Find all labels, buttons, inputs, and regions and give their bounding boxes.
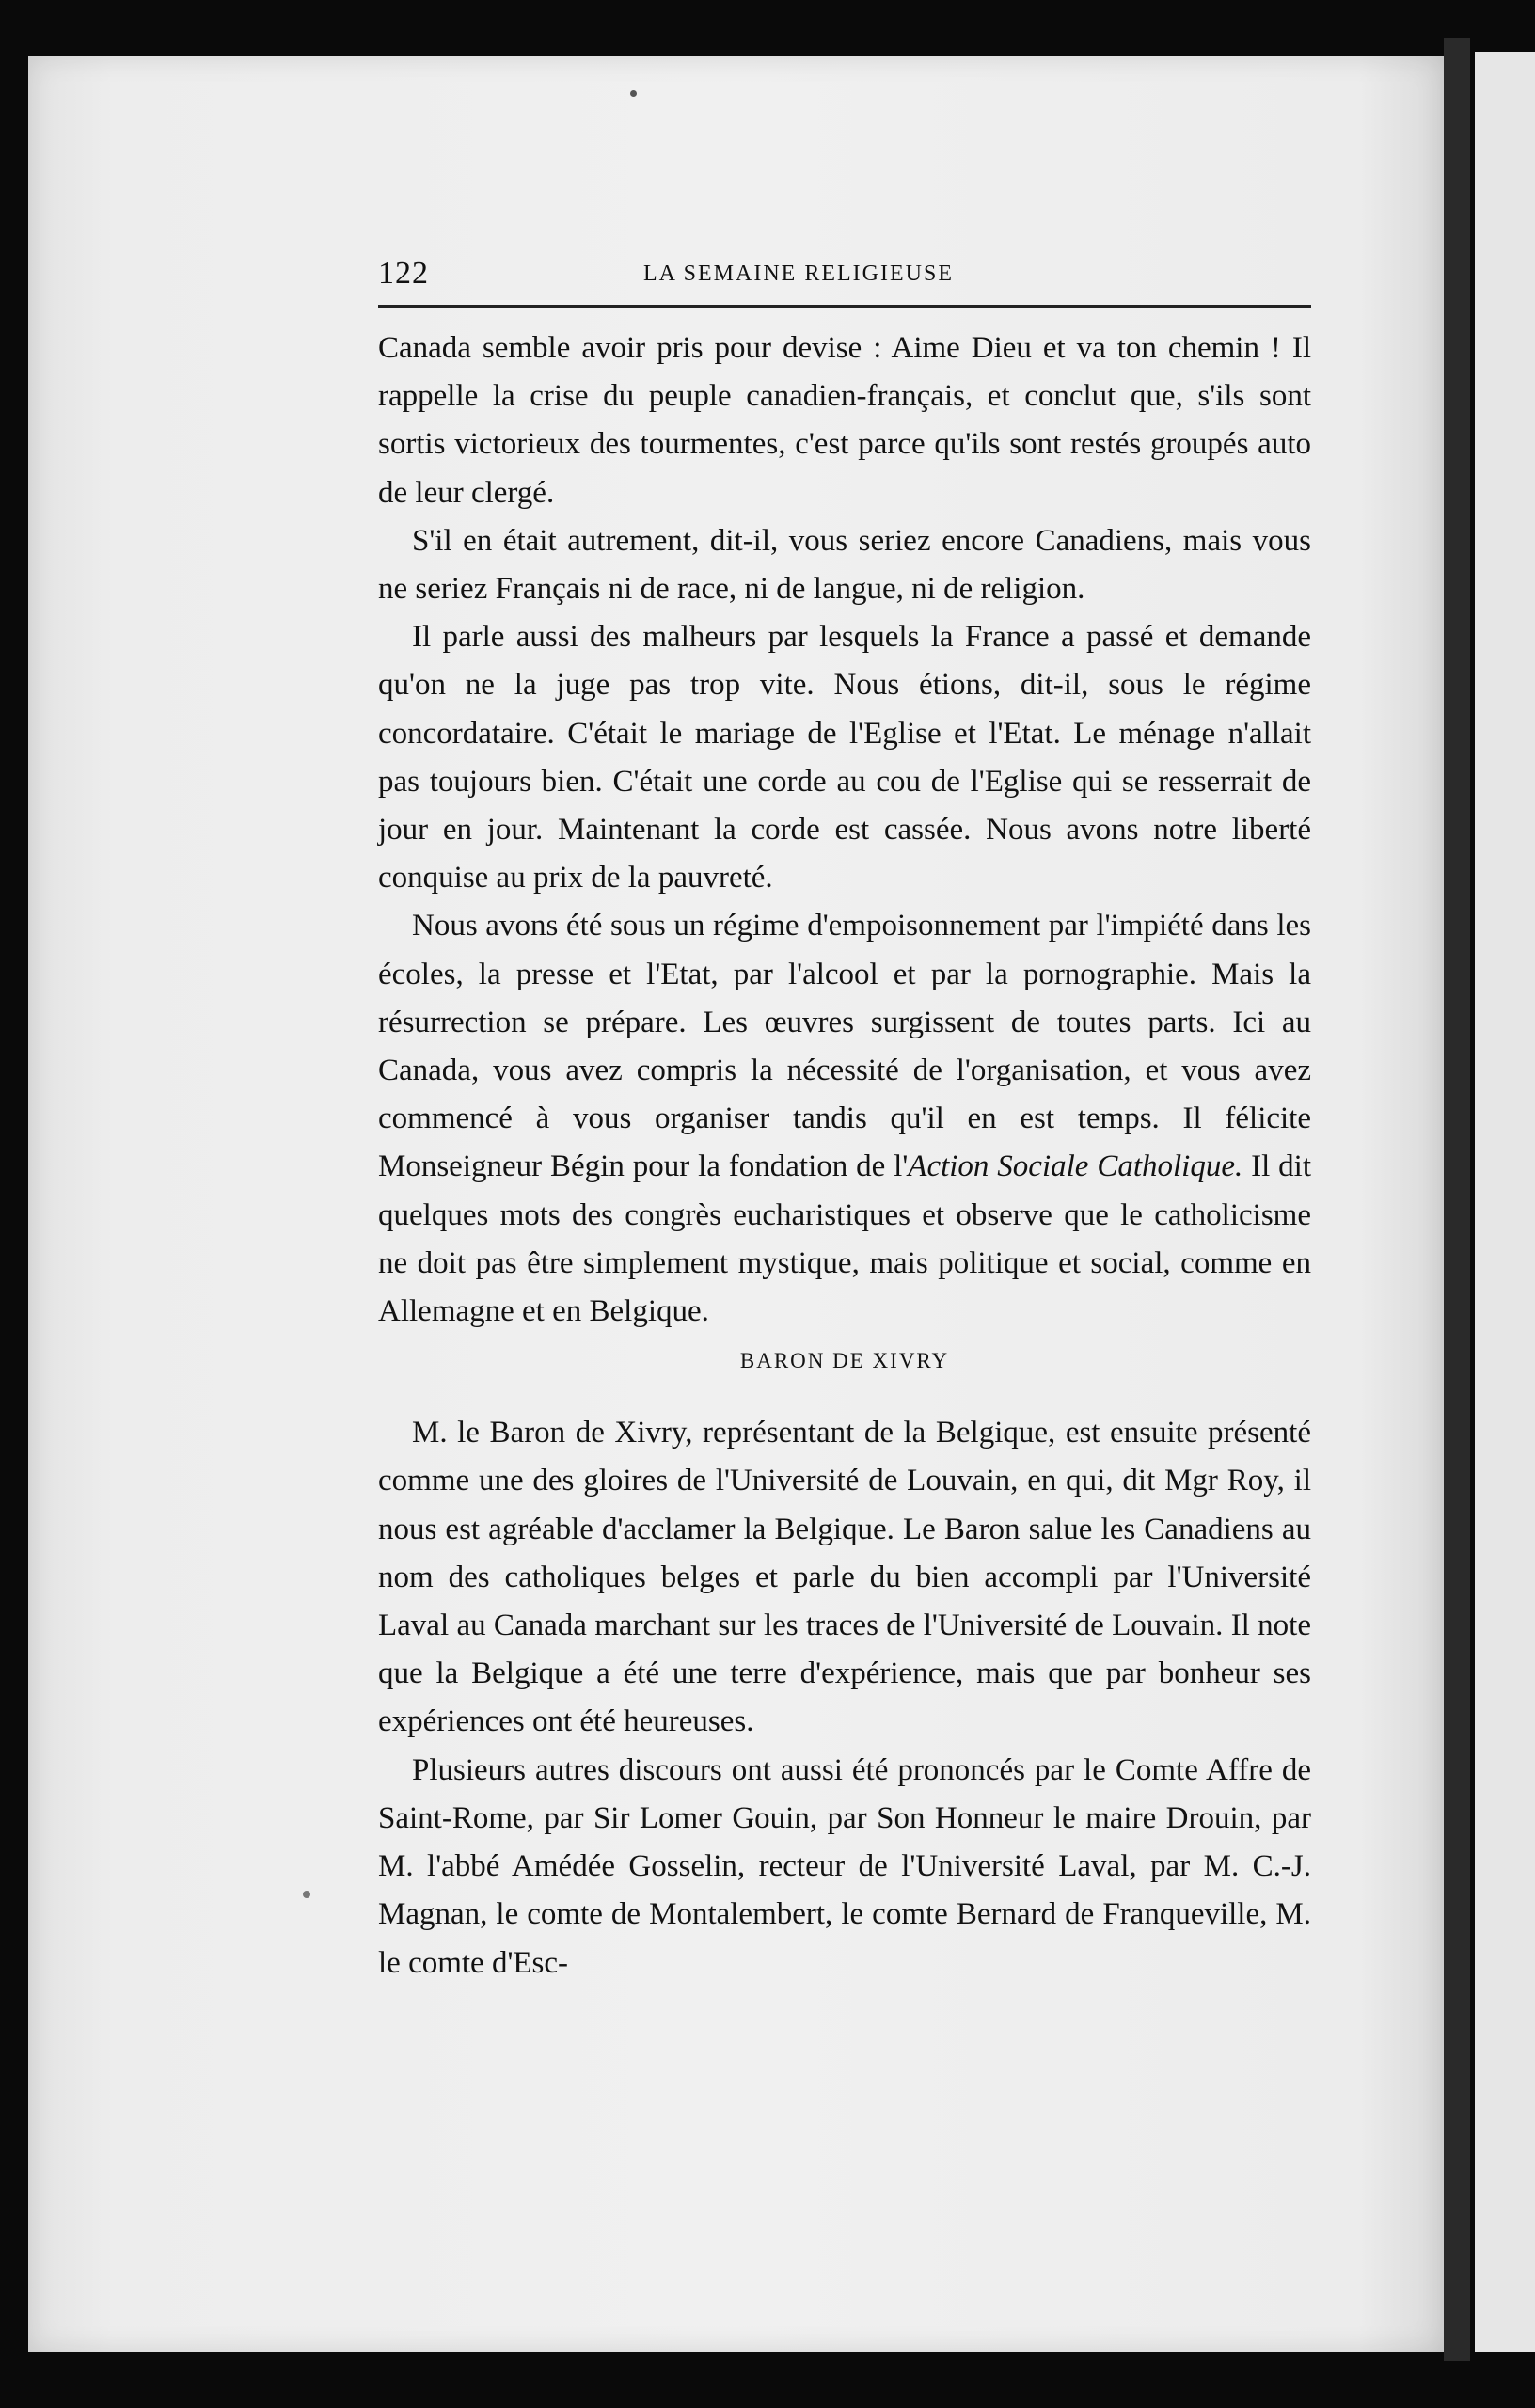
paragraph: M. le Baron de Xivry, représentant de la Belgique, est ensuite présenté comme une des gloires de l'Université de Louvain, en qui, dit Mgr Roy, il nous est agréable d'acclamer la Belgique. Le Baron salue les Canadiens au nom des catholiques belges et parle du bien accompli par l'Université Laval au Canada marchant sur les traces de l'Université de Louvain. Il note que la Belgique a été une terre d'expérience, mais que par bonheur ses expériences ont été heureuses. (378, 1416, 1311, 1739)
paragraph: S'il en était autrement, dit-il, vous seriez encore Canadiens, mais vous ne seriez Français ni de race, ni de langue, ni de religion. (378, 523, 1311, 607)
paragraph: Plusieurs autres discours ont aussi été prononcés par le Comte Affre de Saint-Rome, par Sir Lomer Gouin, par Son Honneur le maire Drouin, par M. l'abbé Amédée Gosselin, recteur de l'Université Laval, par M. C.-J. Magnan, le comte de Montalembert, le comte Bernard de Franqueville, M. le comte d'Esc- (378, 1752, 1311, 1980)
italic-title: Action Sociale Catholique. (908, 1149, 1243, 1184)
page-body (378, 325, 1311, 1988)
paragraph-text: Il dit quelques mots des congrès eucharistiques et observe que le catholicisme ne doit pas être simplement mystique, mais politique et social, comme en Allemagne et en Belgique. (378, 1149, 1311, 1329)
section-heading: BARON DE XIVRY (739, 1349, 950, 1373)
page-header (378, 256, 1311, 303)
header-rule (378, 305, 1311, 308)
adjacent-page-edge (1475, 52, 1535, 2352)
paragraph-text: Nous avons été sous un régime d'empoisonnement par l'impiété dans les écoles, la presse et l'Etat, par l'alcool et par la pornographie. Mais la résurrection se prépare. Les œuvres surgissent de toutes parts. Ici au Canada, vous avez compris la nécessité de l'organisation, et vous avez commencé à vous organiser tandis qu'il en est temps. Il félicite Monseigneur Bégin pour la fondation de l' (378, 909, 1311, 1184)
paragraph (378, 902, 1311, 1336)
page-number: 122 (378, 256, 429, 291)
page-gutter-shadow (1444, 38, 1470, 2361)
scan-speck (630, 90, 637, 97)
paragraph: Il parle aussi des malheurs par lesquels la France a passé et demande qu'on ne la juge pas trop vite. Nous étions, dit-il, sous le régime concordataire. C'était le mariage de l'Eglise et l'Etat. Le ménage n'allait pas toujours bien. C'était une corde au cou de l'Eglise qui se resserrait de jour en jour. Maintenant la corde est cassée. Nous avons notre liberté conquise au prix de la pauvreté. (378, 620, 1311, 895)
paragraph-continuation: Canada semble avoir pris pour devise : Aime Dieu et va ton chemin ! Il rappelle la crise du peuple canadien-français, et conclut que, s'ils sont sortis victorieux des tourmentes, c'est parce qu'ils sont restés groupés auto de leur clergé. (378, 331, 1311, 510)
running-head: LA SEMAINE RELIGIEUSE (643, 261, 954, 286)
scan-speck (303, 1891, 310, 1898)
